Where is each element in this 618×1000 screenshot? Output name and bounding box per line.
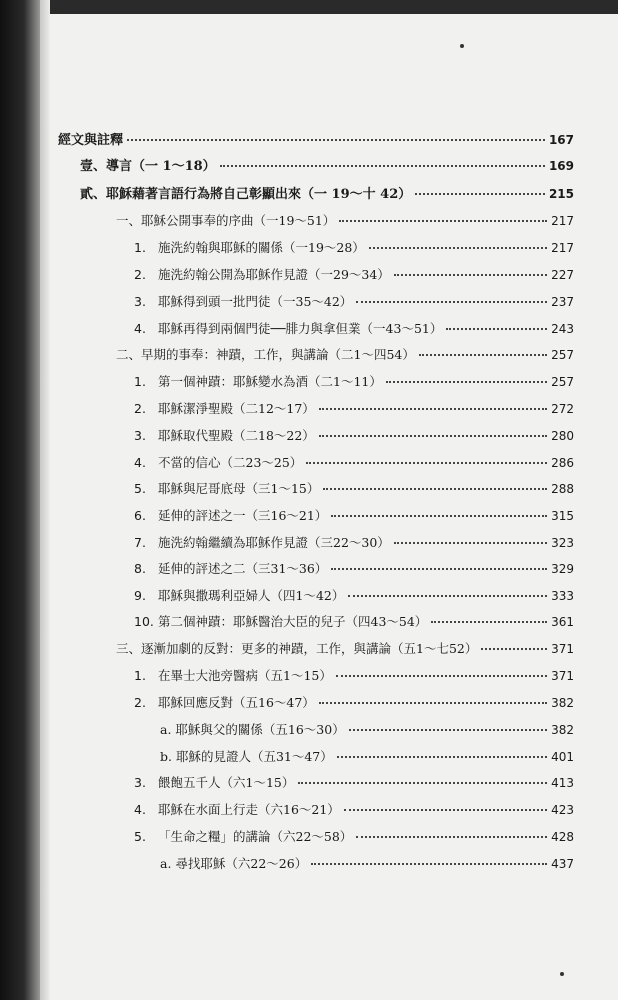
entry-title: 三、逐漸加劇的反對：更多的神蹟，工作，與講論（五1～七52）	[116, 641, 478, 656]
dot-leader	[337, 756, 547, 758]
entry-page: 257	[551, 375, 574, 389]
entry-title: 貳、耶穌藉著言語行為將自己彰顯出來（一 19～十 42）	[80, 187, 412, 202]
dot-leader	[394, 274, 547, 276]
entry-page: 371	[551, 642, 574, 656]
entry-title: 耶穌得到頭一批門徒（一35～42）	[158, 294, 353, 309]
toc-entry[interactable]	[134, 508, 574, 524]
entry-title: 耶穌與撒瑪利亞婦人（四1～42）	[158, 588, 345, 603]
entry-page: 361	[551, 615, 574, 629]
entry-page: 437	[551, 857, 574, 871]
toc-entry[interactable]	[58, 132, 574, 149]
toc-entry[interactable]	[160, 749, 574, 765]
scan-edge-left	[0, 0, 40, 1000]
toc-entry[interactable]	[134, 561, 574, 577]
entry-page: 272	[551, 402, 574, 416]
entry-title: 耶穌與尼哥底母（三1～15）	[158, 481, 320, 496]
entry-page: 227	[551, 268, 574, 282]
entry-number: 2.	[134, 695, 146, 710]
dot-leader	[415, 193, 545, 195]
entry-page: 428	[551, 830, 574, 844]
dot-leader	[446, 328, 547, 330]
entry-title: 施洗約翰公開為耶穌作見證（一29～34）	[158, 267, 390, 282]
toc-entry[interactable]	[134, 240, 574, 256]
entry-page: 257	[551, 348, 574, 362]
entry-page: 323	[551, 536, 574, 550]
dot-leader	[419, 354, 547, 356]
dot-leader	[319, 435, 547, 437]
entry-page: 371	[551, 669, 574, 683]
entry-number: 2.	[134, 267, 146, 282]
toc-entry[interactable]	[134, 802, 574, 818]
toc-entry[interactable]	[134, 374, 574, 390]
entry-title: 施洗約翰與耶穌的關係（一19～28）	[158, 240, 365, 255]
toc-entry[interactable]	[134, 668, 574, 684]
entry-title: 第二個神蹟：耶穌醫治大臣的兒子（四43～54）	[158, 614, 428, 629]
toc-entry[interactable]	[160, 856, 574, 872]
toc-entry[interactable]	[134, 588, 574, 604]
toc-entry[interactable]	[134, 294, 574, 310]
entry-page: 280	[551, 429, 574, 443]
dot-leader	[349, 729, 547, 731]
dot-leader	[319, 702, 547, 704]
entry-title: 延伸的評述之一（三16～21）	[158, 508, 328, 523]
dot-leader	[356, 836, 547, 838]
entry-number: 10.	[134, 614, 154, 629]
entry-number: 1.	[134, 668, 146, 683]
entry-page: 217	[551, 214, 574, 228]
entry-number: 8.	[134, 561, 146, 576]
page-binding	[40, 0, 50, 1000]
dot-leader	[306, 462, 547, 464]
toc-entry[interactable]	[116, 347, 574, 363]
dot-leader	[481, 648, 547, 650]
entry-page: 288	[551, 482, 574, 496]
entry-title: 一、耶穌公開事奉的序曲（一19～51）	[116, 213, 336, 228]
entry-number: 9.	[134, 588, 146, 603]
entry-number: 2.	[134, 401, 146, 416]
toc-entry[interactable]	[116, 213, 574, 229]
entry-number: 5.	[134, 829, 146, 844]
dot-leader	[311, 863, 547, 865]
dot-leader	[298, 782, 547, 784]
speck	[560, 972, 564, 976]
toc-entry[interactable]	[116, 641, 574, 657]
dot-leader	[369, 247, 547, 249]
entry-number: 4.	[134, 321, 146, 336]
entry-title: 餵飽五千人（六1～15）	[158, 775, 295, 790]
dot-leader	[319, 408, 547, 410]
dot-leader	[431, 621, 547, 623]
entry-page: 413	[551, 776, 574, 790]
dot-leader	[394, 542, 547, 544]
entry-page: 382	[551, 696, 574, 710]
toc-entry[interactable]	[160, 722, 574, 738]
entry-page: 382	[551, 723, 574, 737]
entry-number: 4.	[134, 802, 146, 817]
dot-leader	[127, 139, 545, 141]
entry-page: 333	[551, 589, 574, 603]
toc-entry[interactable]	[80, 186, 574, 203]
toc-entry[interactable]	[80, 158, 574, 175]
entry-page: 169	[548, 159, 574, 173]
toc-entry[interactable]	[134, 401, 574, 417]
dot-leader	[331, 568, 547, 570]
entry-page: 217	[551, 241, 574, 255]
speck	[460, 44, 464, 48]
entry-title: 耶穌取代聖殿（二18～22）	[158, 428, 315, 443]
dot-leader	[220, 165, 545, 167]
entry-number: 1.	[134, 374, 146, 389]
entry-title: a. 尋找耶穌（六22～26）	[160, 856, 308, 871]
dot-leader	[336, 675, 547, 677]
entry-number: 7.	[134, 535, 146, 550]
dot-leader	[339, 220, 547, 222]
toc-entry[interactable]	[134, 535, 574, 551]
entry-title: 耶穌回應反對（五16～47）	[158, 695, 315, 710]
toc-entry[interactable]	[134, 695, 574, 711]
toc-entry[interactable]	[134, 267, 574, 283]
toc-entry[interactable]	[134, 829, 574, 845]
entry-title: 施洗約翰繼續為耶穌作見證（三22～30）	[158, 535, 390, 550]
entry-number: 3.	[134, 294, 146, 309]
entry-title: 「生命之糧」的講論（六22～58）	[158, 829, 353, 844]
toc-entry[interactable]	[134, 481, 574, 497]
toc-entry[interactable]	[134, 321, 574, 337]
dot-leader	[386, 381, 547, 383]
entry-title: b. 耶穌的見證人（五31～47）	[160, 749, 333, 764]
toc-entry[interactable]	[134, 614, 574, 630]
entry-number: 4.	[134, 455, 146, 470]
entry-page: 237	[551, 295, 574, 309]
entry-page: 423	[551, 803, 574, 817]
scan-edge-top	[0, 0, 618, 14]
entry-page: 243	[551, 322, 574, 336]
entry-number: 3.	[134, 428, 146, 443]
entry-title: 經文與註釋	[58, 133, 124, 148]
dot-leader	[323, 488, 547, 490]
entry-title: 壹、導言（一 1～18）	[80, 159, 216, 174]
entry-number: 1.	[134, 240, 146, 255]
entry-page: 329	[551, 562, 574, 576]
entry-title: 二、早期的事奉：神蹟，工作，與講論（二1～四54）	[116, 347, 415, 362]
dot-leader	[344, 809, 547, 811]
entry-title: 第一個神蹟：耶穌變水為酒（二1～11）	[158, 374, 382, 389]
entry-title: 延伸的評述之二（三31～36）	[158, 561, 328, 576]
entry-page: 286	[551, 456, 574, 470]
entry-title: 在畢士大池旁醫病（五1～15）	[158, 668, 332, 683]
entry-page: 215	[548, 187, 574, 201]
entry-title: 耶穌在水面上行走（六16～21）	[158, 802, 340, 817]
entry-page: 401	[551, 750, 574, 764]
entry-number: 3.	[134, 775, 146, 790]
toc-entry[interactable]	[134, 428, 574, 444]
dot-leader	[356, 301, 547, 303]
entry-title: 耶穌潔淨聖殿（二12～17）	[158, 401, 315, 416]
entry-page: 167	[548, 133, 574, 147]
toc-entry[interactable]	[134, 775, 574, 791]
entry-title: 耶穌再得到兩個門徒──腓力與拿但業（一43～51）	[158, 321, 443, 336]
entry-title: a. 耶穌與父的關係（五16～30）	[160, 722, 345, 737]
dot-leader	[331, 515, 547, 517]
toc-entry[interactable]	[134, 455, 574, 471]
entry-title: 不當的信心（二23～25）	[158, 455, 303, 470]
entry-number: 5.	[134, 481, 146, 496]
entry-number: 6.	[134, 508, 146, 523]
dot-leader	[348, 595, 547, 597]
entry-page: 315	[551, 509, 574, 523]
